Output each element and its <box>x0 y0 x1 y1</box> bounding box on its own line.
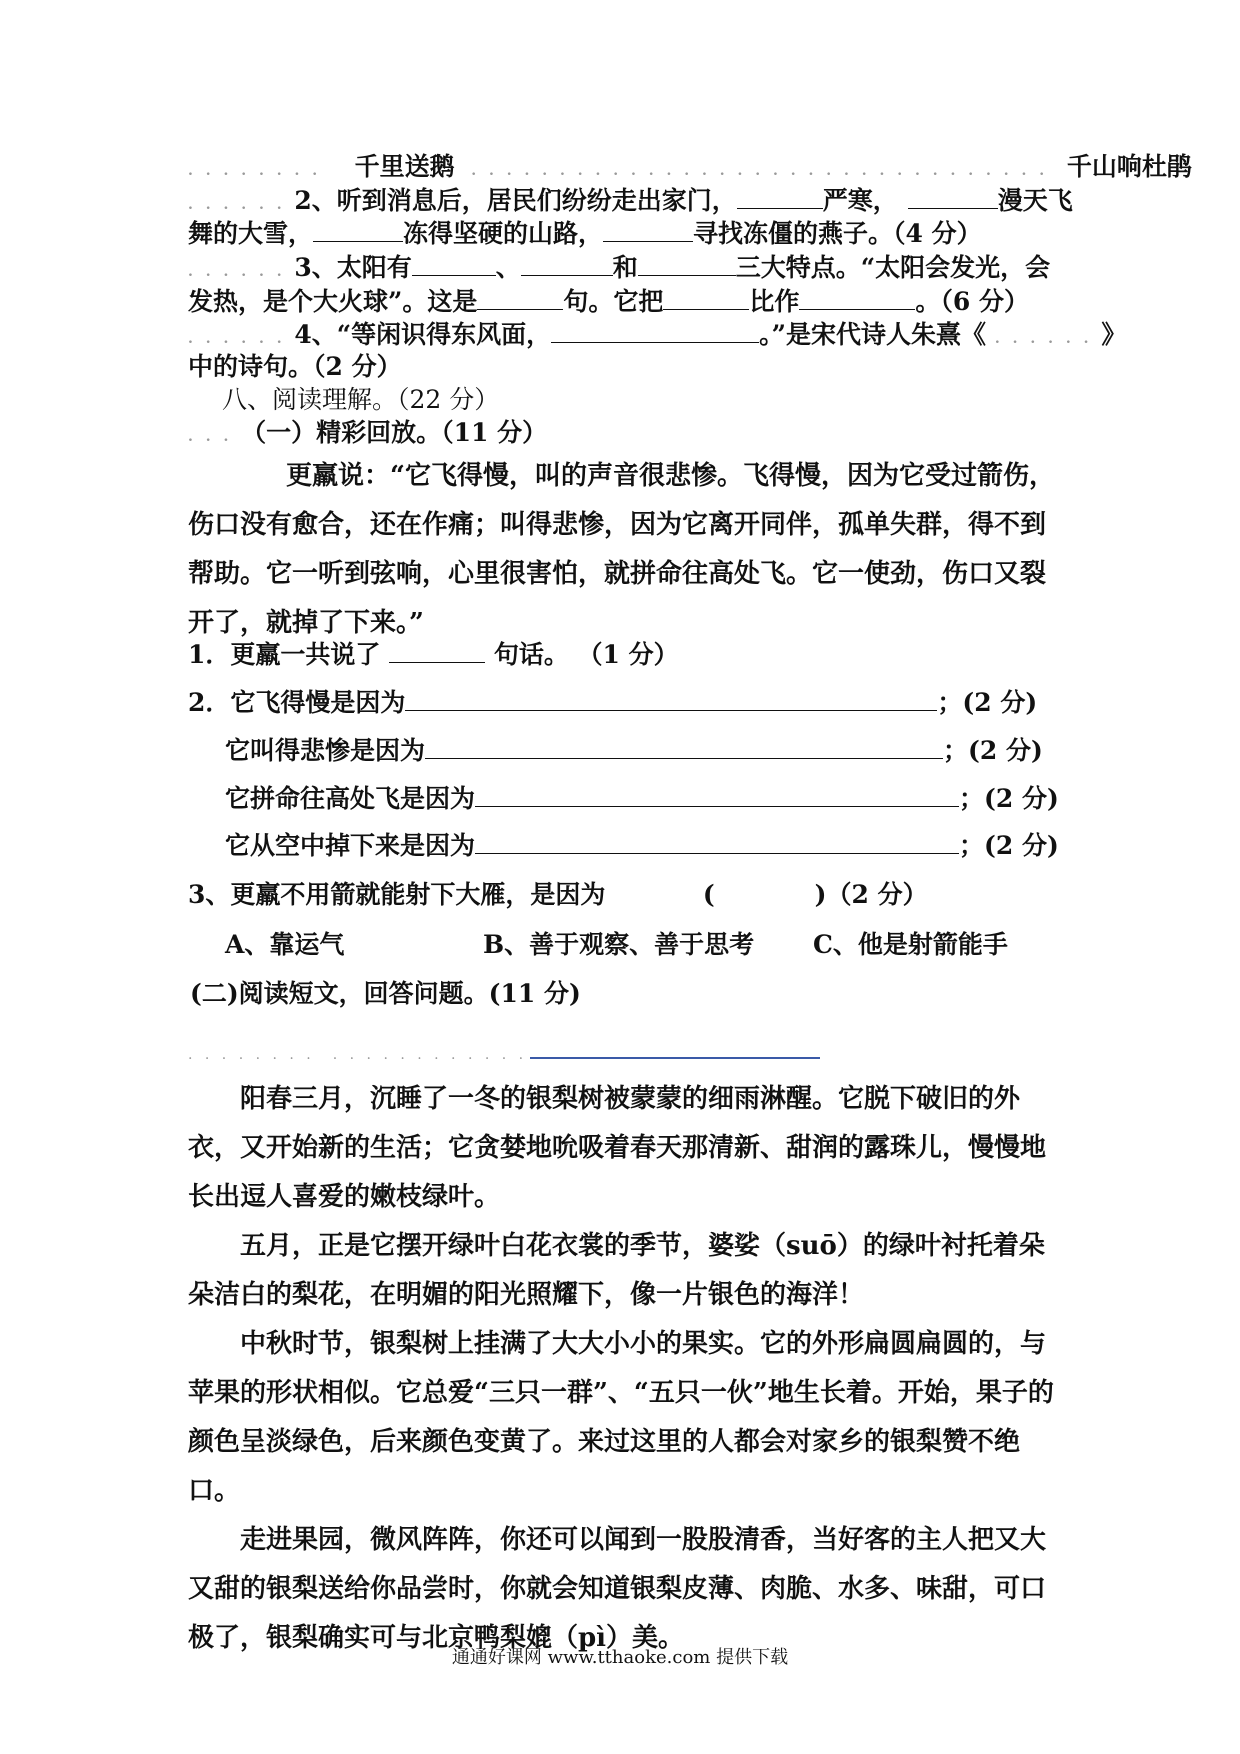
fill-q3-text-b: 、 <box>495 253 521 282</box>
fill-q3-line1: . . . . . . 3、太阳有 、 和 三大特点。“太阳会发光，会 <box>188 253 1051 282</box>
question-2-line4 <box>225 826 1059 862</box>
pair-right: 千山响杜鹃 <box>1066 152 1192 181</box>
fill-q2-text-f: 寻找冻僵的燕子。（4 分） <box>693 219 982 248</box>
passage2-paragraph-3: 中秋时节，银梨树上挂满了大大小小的果实。它的外形扁圆扁圆的，与苹果的形状相似。它总爱“三只一群”、“五只一伙”地生长着。开始，果子的颜色呈淡绿色，后来颜色变黄了。来过这里的人都会对家乡的银梨赞不绝口。 <box>188 1329 1054 1506</box>
answer-blank[interactable] <box>521 253 613 276</box>
fill-q3-text-f: 句。它把 <box>563 287 664 316</box>
answer-blank[interactable] <box>425 736 943 759</box>
fill-q3-line2 <box>188 287 1029 317</box>
section8-title: 八、阅读理解。（22 分） <box>222 385 500 414</box>
part1-title: （一）精彩回放。（11 分） <box>241 418 548 447</box>
answer-blank[interactable] <box>313 219 403 242</box>
passage2 <box>188 1075 1058 1663</box>
q2-label: 它拼命往高处飞是因为 <box>225 784 476 813</box>
fill-q3-text-g: 比作 <box>749 287 800 316</box>
answer-blank[interactable] <box>475 831 959 854</box>
question-2-line1 <box>188 683 1037 719</box>
q2-score: ；(2 分) <box>959 831 1059 860</box>
question-2-line3 <box>225 779 1059 815</box>
fill-q3-text-d: 三大特点。“太阳会发光，会 <box>735 253 1051 282</box>
fill-q2-text-d: 舞的大雪， <box>188 219 314 248</box>
q2-score: ；(2 分) <box>943 736 1043 765</box>
fill-q4-text-c: 》 <box>1101 320 1127 349</box>
fill-q2-text-a: 2、听到消息后，居民们纷纷走出家门， <box>294 186 737 215</box>
passage2-paragraph-1: 阳春三月，沉睡了一冬的银梨树被蒙蒙的细雨淋醒。它脱下破旧的外衣，又开始新的生活；它贪婪地吮吸着春天那清新、甜润的露珠儿，慢慢地长出逗人喜爱的嫩枝绿叶。 <box>188 1084 1047 1212</box>
q2-score: ；(2 分) <box>959 784 1059 813</box>
answer-blank[interactable] <box>663 287 749 310</box>
title-underline <box>530 1057 820 1059</box>
fill-q3-text-c: 和 <box>612 253 638 282</box>
answer-blank[interactable] <box>603 219 693 242</box>
fill-pair-line: . . . . . . . . 千里送鹅 . . . . . . . . . . . . . . . . . . . . . . . . . . . . . . . . . 千山响杜鹃 <box>188 152 1192 181</box>
passage2-paragraph-2: 五月，正是它摆开绿叶白花衣裳的季节，婆娑（suō）的绿叶衬托着朵朵洁白的梨花，在明媚的阳光照耀下，像一片银色的海洋！ <box>188 1231 1045 1310</box>
footer-watermark: 通通好课网 www.tthaoke.com 提供下载 <box>451 1647 789 1668</box>
fill-q4-text-b: 。”是宋代诗人朱熹《 <box>759 320 987 349</box>
part2-title: (二)阅读短文，回答问题。(11 分) <box>190 979 581 1008</box>
dotted-rule: . . . . . . . . . . . . . . . . . . . . . . <box>188 1047 561 1063</box>
q1-text: 1．更羸一共说了 <box>188 640 381 669</box>
q2-label: 它叫得悲惨是因为 <box>225 736 426 765</box>
q3-answer-paren[interactable]: ( )（2 分） <box>702 880 928 909</box>
fill-q3-text-a: 3、太阳有 <box>294 253 412 282</box>
answer-blank[interactable] <box>551 320 759 343</box>
fill-q2-text-e: 冻得坚硬的山路， <box>403 219 604 248</box>
fill-q3-text-h: 。（6 分） <box>915 287 1030 316</box>
passage2-paragraph-4: 走进果园，微风阵阵，你还可以闻到一股股清香，当好客的主人把又大又甜的银梨送给你品尝时，你就会知道银梨皮薄、肉脆、水多、味甜，可口极了，银梨确实可与北京鸭梨媲（pì）美。 <box>188 1525 1047 1653</box>
question-3 <box>188 875 928 911</box>
passage1-text: 更羸说：“它飞得慢，叫的声音很悲惨。飞得慢，因为它受过箭伤，伤口没有愈合，还在作痛；叫得悲惨，因为它离开同伴，孤单失群，得不到帮助。它一听到弦响，心里很害怕，就拼命往高处飞。它一使劲，伤口又裂开了，就掉了下来。” <box>188 461 1055 638</box>
answer-blank[interactable] <box>389 640 485 663</box>
q2-score: ；(2 分) <box>937 688 1038 717</box>
fill-q2-line2 <box>188 219 982 249</box>
answer-blank[interactable] <box>475 784 959 807</box>
option-b[interactable]: B、善于观察、善于思考 <box>483 930 755 959</box>
answer-blank[interactable] <box>477 287 563 310</box>
answer-blank[interactable] <box>638 253 736 276</box>
passage1 <box>188 452 1058 648</box>
answer-blank[interactable] <box>405 688 937 711</box>
fill-q4-text-a: 4、“等闲识得东风面， <box>294 320 552 349</box>
q2-label: 2．它飞得慢是因为 <box>188 688 406 717</box>
answer-blank[interactable] <box>908 186 998 209</box>
option-a[interactable]: A、靠运气 <box>225 930 345 959</box>
pair-left: 千里送鹅 <box>354 152 455 181</box>
q1-score: 句话。 （1 分） <box>493 640 679 669</box>
q3-text: 3、更羸不用箭就能射下大雁，是因为 <box>188 880 606 909</box>
option-c[interactable]: C、他是射箭能手 <box>813 930 1008 959</box>
fill-q3-text-e: 发热，是个大火球”。这是 <box>188 287 478 316</box>
fill-q2-text-b: 严寒， <box>822 186 898 215</box>
question-1 <box>188 635 679 671</box>
fill-q2-line1: . . . . . . 2、听到消息后，居民们纷纷走出家门， 严寒， 漫天飞 <box>188 186 1073 215</box>
part1-title-line: . . . （一）精彩回放。（11 分） <box>188 418 548 447</box>
answer-blank[interactable] <box>412 253 496 276</box>
fill-q2-text-c: 漫天飞 <box>997 186 1073 215</box>
fill-q4-line1: . . . . . . 4、“等闲识得东风面， 。”是宋代诗人朱熹《 . . . . . . 》 <box>188 320 1127 349</box>
answer-blank[interactable] <box>737 186 823 209</box>
fill-q4-line2: 中的诗句。（2 分） <box>188 352 402 381</box>
question-2-line2 <box>225 731 1043 767</box>
answer-blank[interactable] <box>799 287 915 310</box>
q2-label: 它从空中掉下来是因为 <box>225 831 476 860</box>
